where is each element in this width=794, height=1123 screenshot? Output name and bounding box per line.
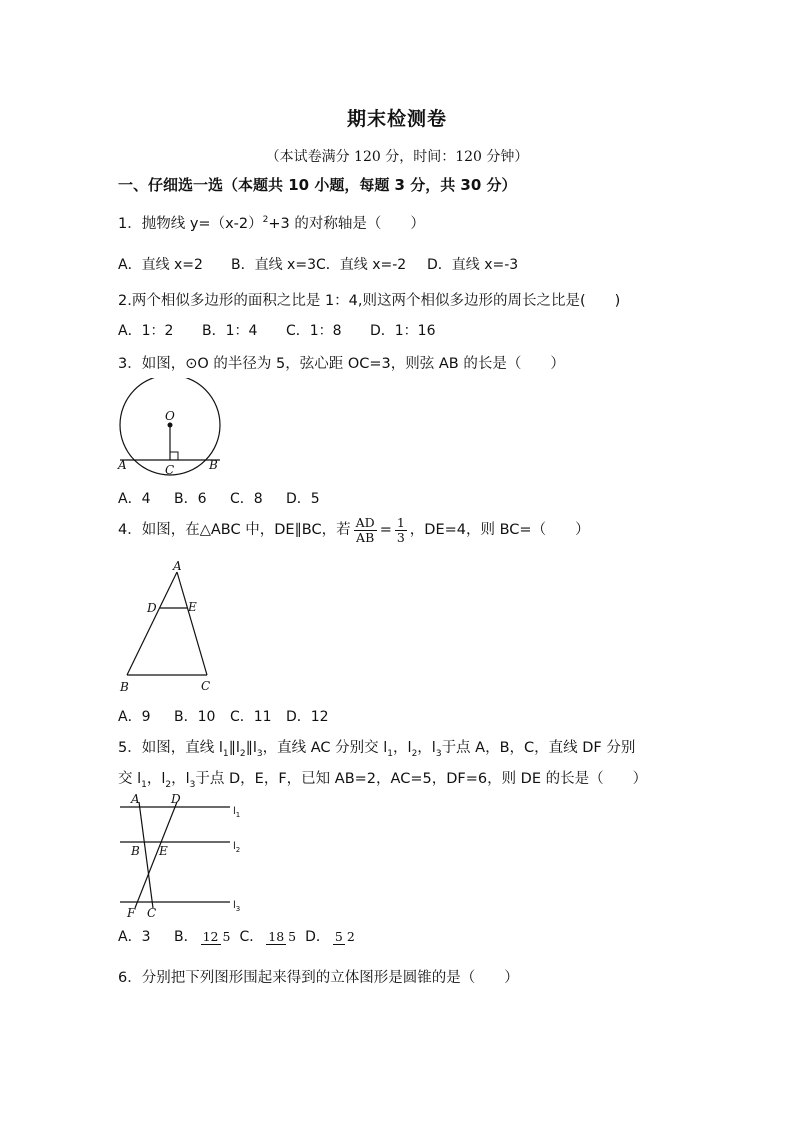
question-6-stem: 6．分别把下列图形围起来得到的立体图形是圆锥的是（ ） [118, 970, 519, 986]
label-l2: $l_2$ [233, 841, 241, 854]
label-b: B [209, 458, 218, 472]
label-d: D [171, 792, 181, 806]
option: D．12 [286, 709, 329, 725]
option: C．1：8 [286, 323, 342, 339]
label-e: E [188, 600, 197, 614]
option: B．直线 x=3C．直线 x=-2 [231, 257, 407, 273]
label-l3: $l_3$ [233, 900, 241, 913]
label-o: O [165, 409, 175, 423]
option-a: A．3 [118, 929, 151, 945]
question-5-stem-line-2: 交 $l_1$，$l_2$，$l_3$于点 D，E，F，已知 AB=2，AC=5，DF=6，则 DE 的长是（ ） [118, 771, 648, 790]
question-1-options [118, 254, 518, 274]
fraction-12-5: 12 5 [202, 928, 231, 944]
label-l1: $l_1$ [233, 806, 241, 819]
option: A．直线 x=2 [118, 257, 203, 273]
question-3-options [118, 488, 320, 508]
option-c: C． [239, 929, 264, 945]
circle-figure [115, 378, 225, 478]
option: C．11 [230, 709, 272, 725]
label-d: D [147, 601, 157, 615]
question-5-stem-line-1: 5．如图，直线 $l_1\parallel l_2\parallel l_3$，直线 AC 分别交 $l_1$，$l_2$，$l_3$于点 A，B，C，直线 DF 分别 [118, 740, 636, 759]
label-b: B [120, 680, 129, 694]
question-2-options [118, 320, 436, 340]
triangle-figure [115, 558, 225, 698]
option: B．6 [174, 491, 207, 507]
label-c: C [165, 463, 175, 477]
option: D．直线 x=-3 [427, 257, 519, 273]
question-4-stem: 4．如图，在△ABC 中，DE∥BC，若 $\frac{AD}{AB}$ = $\frac{1}{3}$ ，DE=4，则 BC=（ ） [118, 514, 590, 545]
option: A．1：2 [118, 323, 174, 339]
parallel-lines-figure [115, 790, 255, 920]
label-a: A [118, 458, 127, 472]
option: D．1：16 [370, 323, 436, 339]
label-b: B [131, 844, 140, 858]
option: C．8 [230, 491, 263, 507]
label-e: E [159, 844, 168, 858]
label-f: F [127, 906, 136, 920]
fraction-5-2: 5 2 [334, 928, 355, 944]
label-a: A [173, 559, 182, 573]
option: B．10 [174, 709, 216, 725]
question-1-stem: 1．抛物线 $y=(x-2)^2+3$ 的对称轴是（ ） [118, 215, 425, 232]
question-4-options [118, 706, 329, 726]
option-b: B． [174, 929, 198, 945]
option: A．4 [118, 491, 151, 507]
label-a: A [131, 792, 140, 806]
label-c: C [201, 679, 211, 693]
fraction-one-third: $\frac{1}{3}$ [396, 514, 405, 545]
page-title: 期末检测卷 [346, 108, 447, 130]
option: A．9 [118, 709, 151, 725]
question-2-stem: 2.两个相似多边形的面积之比是 1：4,则这两个相似多边形的周长之比是( ) [118, 293, 621, 309]
page-subtitle: （本试卷满分 120 分，时间：120 分钟） [265, 149, 529, 165]
label-c: C [147, 906, 157, 920]
option: D．5 [286, 491, 320, 507]
fraction-ad-ab: $\frac{AD}{AB}$ [355, 514, 375, 545]
fraction-18-5: 18 5 [268, 928, 297, 944]
question-5-options [118, 921, 360, 953]
option-d: D． [305, 929, 330, 945]
option: B．1：4 [202, 323, 258, 339]
question-3-stem: 3．如图，⊙O 的半径为 5，弦心距 OC=3，则弦 AB 的长是（ ） [118, 356, 565, 372]
section-heading: 一、仔细选一选（本题共 10 小题，每题 3 分，共 30 分） [118, 176, 517, 194]
